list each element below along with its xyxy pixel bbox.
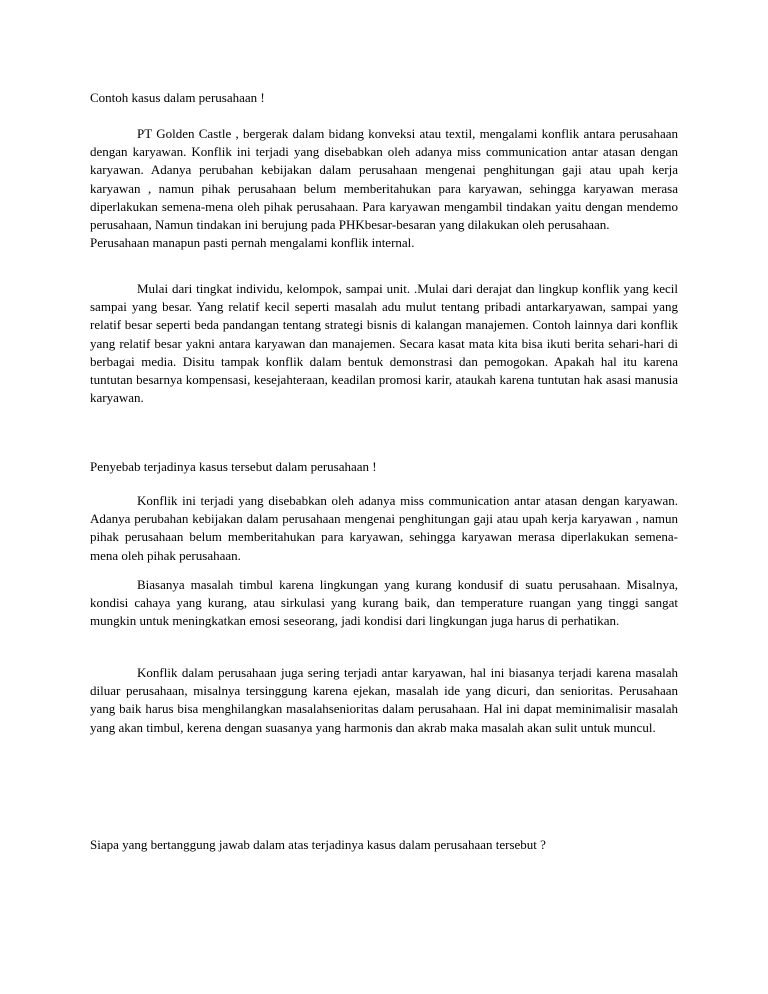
paragraph-cause-environment: Biasanya masalah timbul karena lingkungan yang kurang kondusif di suatu perusahaan. Misalnya, kondisi cahaya yang kurang, atau sirkulasi yang kurang baik, dan temperature ruangan yang tinggi sangat mungkin untuk meningkatkan emosi seseorang, jadi kondisi dari lingkungan juga harus di perhatikan.: [90, 577, 678, 629]
paragraph-conflict-levels: Mulai dari tingkat individu, kelompok, sampai unit. .Mulai dari derajat dan lingkup konflik yang kecil sampai yang besar. Yang relatif kecil seperti masalah adu mulut tentang pribadi antarkaryawan, sampai yang relatif besar seperti beda pandangan tentang strategi bisnis di kalangan manajemen. Contoh lainnya dari konflik yang relatif besar yakni antara karyawan dan manajemen. Secara kasat mata kita bisa ikuti berita sehari-hari di berbagai media. Disitu tampak konflik dalam bentuk demonstrasi dan pemogokan. Apakah hal itu karena tuntutan besarnya kompensasi, kesejahteraan, keadilan promosi karir, ataukah karena tuntutan hak asasi manusia karyawan.: [90, 281, 678, 406]
paragraph-case-description: [90, 125, 678, 252]
paragraph-case-closing-line: Perusahaan manapun pasti pernah mengalami konflik internal.: [90, 235, 415, 251]
heading-siapa-bertanggung-jawab: Siapa yang bertanggung jawab dalam atas terjadinya kasus dalam perusahaan tersebut ?: [90, 837, 546, 852]
paragraph-case-body: PT Golden Castle , bergerak dalam bidang konveksi atau textil, mengalami konflik antara perusahaan dengan karyawan. Konflik ini terjadi yang disebabkan oleh adanya miss communication antar atasan dengan karyawan. Adanya perubahan kebijakan dalam perusahaan mengenai penghitungan gaji atau upah kerja karyawan , namun pihak perusahaan belum memberitahukan para karyawan, sehingga karyawan merasa diperlakukan semena-mena oleh pihak perusahaan. Para karyawan mengambil tindakan yaitu dengan mendemo perusahaan, Namun tindakan ini berujung pada PHKbesar-besaran yang dilakukan oleh perusahaan.: [90, 126, 678, 233]
paragraph-cause-communication: Konflik ini terjadi yang disebabkan oleh adanya miss communication antar atasan dengan karyawan. Adanya perubahan kebijakan dalam perusahaan mengenai penghitungan gaji atau upah kerja karyawan , namun pihak perusahaan belum memberitahukan para karyawan, sehingga karyawan merasa diperlakukan semena-mena oleh pihak perusahaan.: [90, 493, 678, 563]
heading-contoh-kasus: Contoh kasus dalam perusahaan !: [90, 90, 265, 105]
heading-penyebab: Penyebab terjadinya kasus tersebut dalam perusahaan !: [90, 459, 377, 474]
paragraph-cause-employees: Konflik dalam perusahaan juga sering terjadi antar karyawan, hal ini biasanya terjadi karena masalah diluar perusahaan, misalnya tersinggung karena ejekan, masalah ide yang dicuri, dan senioritas. Perusahaan yang baik harus bisa menghilangkan masalahsenioritas dalam perusahaan. Hal ini dapat meminimalisir masalah yang akan timbul, kerena dengan suasanya yang harmonis dan akrab maka masalah akan sulit untuk muncul.: [90, 665, 678, 735]
